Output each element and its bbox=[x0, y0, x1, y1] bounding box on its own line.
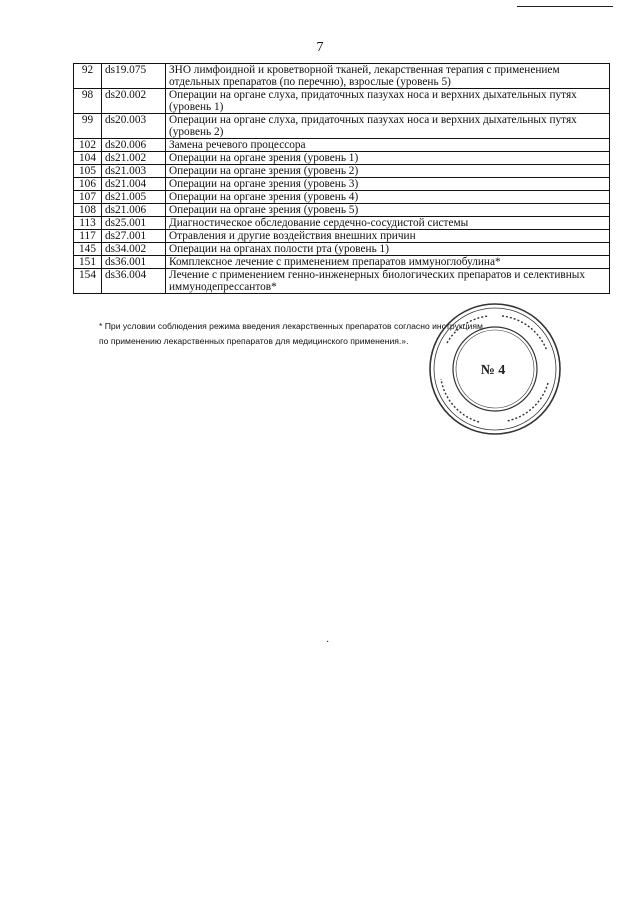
row-name: Операции на органе зрения (уровень 1) bbox=[166, 152, 610, 165]
row-code: ds20.003 bbox=[102, 114, 166, 139]
official-stamp bbox=[427, 301, 563, 437]
row-code: ds21.002 bbox=[102, 152, 166, 165]
row-name: Операции на органе зрения (уровень 2) bbox=[166, 165, 610, 178]
stamp-number: № 4 bbox=[480, 363, 506, 378]
row-number: 107 bbox=[74, 191, 102, 204]
header-rule bbox=[517, 6, 613, 7]
row-name: Операции на органе слуха, придаточных пазухах носа и верхних дыхательных путях (уровень 2) bbox=[166, 114, 610, 139]
row-number: 102 bbox=[74, 139, 102, 152]
row-name: Операции на органе зрения (уровень 5) bbox=[166, 204, 610, 217]
row-code: ds19.075 bbox=[102, 64, 166, 89]
page-number: 7 bbox=[316, 40, 324, 55]
row-name: Лечение с применением генно-инженерных биологических препаратов и селективных иммунодепрессантов* bbox=[166, 269, 610, 294]
row-code: ds21.005 bbox=[102, 191, 166, 204]
row-number: 113 bbox=[74, 217, 102, 230]
stray-dot: · bbox=[326, 637, 330, 648]
row-number: 98 bbox=[74, 89, 102, 114]
row-number: 108 bbox=[74, 204, 102, 217]
table-row bbox=[74, 178, 610, 191]
row-code: ds21.004 bbox=[102, 178, 166, 191]
row-number: 151 bbox=[74, 256, 102, 269]
row-name: Операции на органе слуха, придаточных пазухах носа и верхних дыхательных путях (уровень 1) bbox=[166, 89, 610, 114]
row-code: ds21.006 bbox=[102, 204, 166, 217]
table-row bbox=[74, 152, 610, 165]
row-name: Комплексное лечение с применением препаратов иммуноглобулина* bbox=[166, 256, 610, 269]
row-number: 117 bbox=[74, 230, 102, 243]
row-number: 154 bbox=[74, 269, 102, 294]
footnote-line-1: * При условии соблюдения режима введения лекарственных препаратов согласно инструкциям bbox=[99, 321, 483, 331]
row-name: Операции на органе зрения (уровень 4) bbox=[166, 191, 610, 204]
row-number: 104 bbox=[74, 152, 102, 165]
table-row bbox=[74, 191, 610, 204]
table-row bbox=[74, 230, 610, 243]
row-name: Замена речевого процессора bbox=[166, 139, 610, 152]
table-row bbox=[74, 256, 610, 269]
row-number: 92 bbox=[74, 64, 102, 89]
row-number: 105 bbox=[74, 165, 102, 178]
row-code: ds27.001 bbox=[102, 230, 166, 243]
row-name: Отравления и другие воздействия внешних причин bbox=[166, 230, 610, 243]
table-row bbox=[74, 139, 610, 152]
table-row bbox=[74, 89, 610, 114]
table-row bbox=[74, 217, 610, 230]
table-row bbox=[74, 243, 610, 256]
table-row bbox=[74, 204, 610, 217]
row-name: Операции на органах полости рта (уровень 1) bbox=[166, 243, 610, 256]
row-name: Диагностическое обследование сердечно-сосудистой системы bbox=[166, 217, 610, 230]
table-row bbox=[74, 64, 610, 89]
row-code: ds36.001 bbox=[102, 256, 166, 269]
table-row bbox=[74, 269, 610, 294]
row-number: 106 bbox=[74, 178, 102, 191]
table-row bbox=[74, 114, 610, 139]
row-code: ds25.001 bbox=[102, 217, 166, 230]
row-code: ds21.003 bbox=[102, 165, 166, 178]
row-code: ds36.004 bbox=[102, 269, 166, 294]
row-number: 145 bbox=[74, 243, 102, 256]
footnote-line-2: по применению лекарственных препаратов для медицинского применения.». bbox=[99, 336, 409, 346]
row-code: ds20.006 bbox=[102, 139, 166, 152]
row-code: ds34.002 bbox=[102, 243, 166, 256]
row-number: 99 bbox=[74, 114, 102, 139]
table-body bbox=[74, 64, 610, 294]
row-name: ЗНО лимфоидной и кроветворной тканей, лекарственная терапия с применением отдельных препаратов (по перечню), взрослые (уровень 5) bbox=[166, 64, 610, 89]
table-row bbox=[74, 165, 610, 178]
row-name: Операции на органе зрения (уровень 3) bbox=[166, 178, 610, 191]
codes-table bbox=[73, 63, 610, 294]
row-code: ds20.002 bbox=[102, 89, 166, 114]
